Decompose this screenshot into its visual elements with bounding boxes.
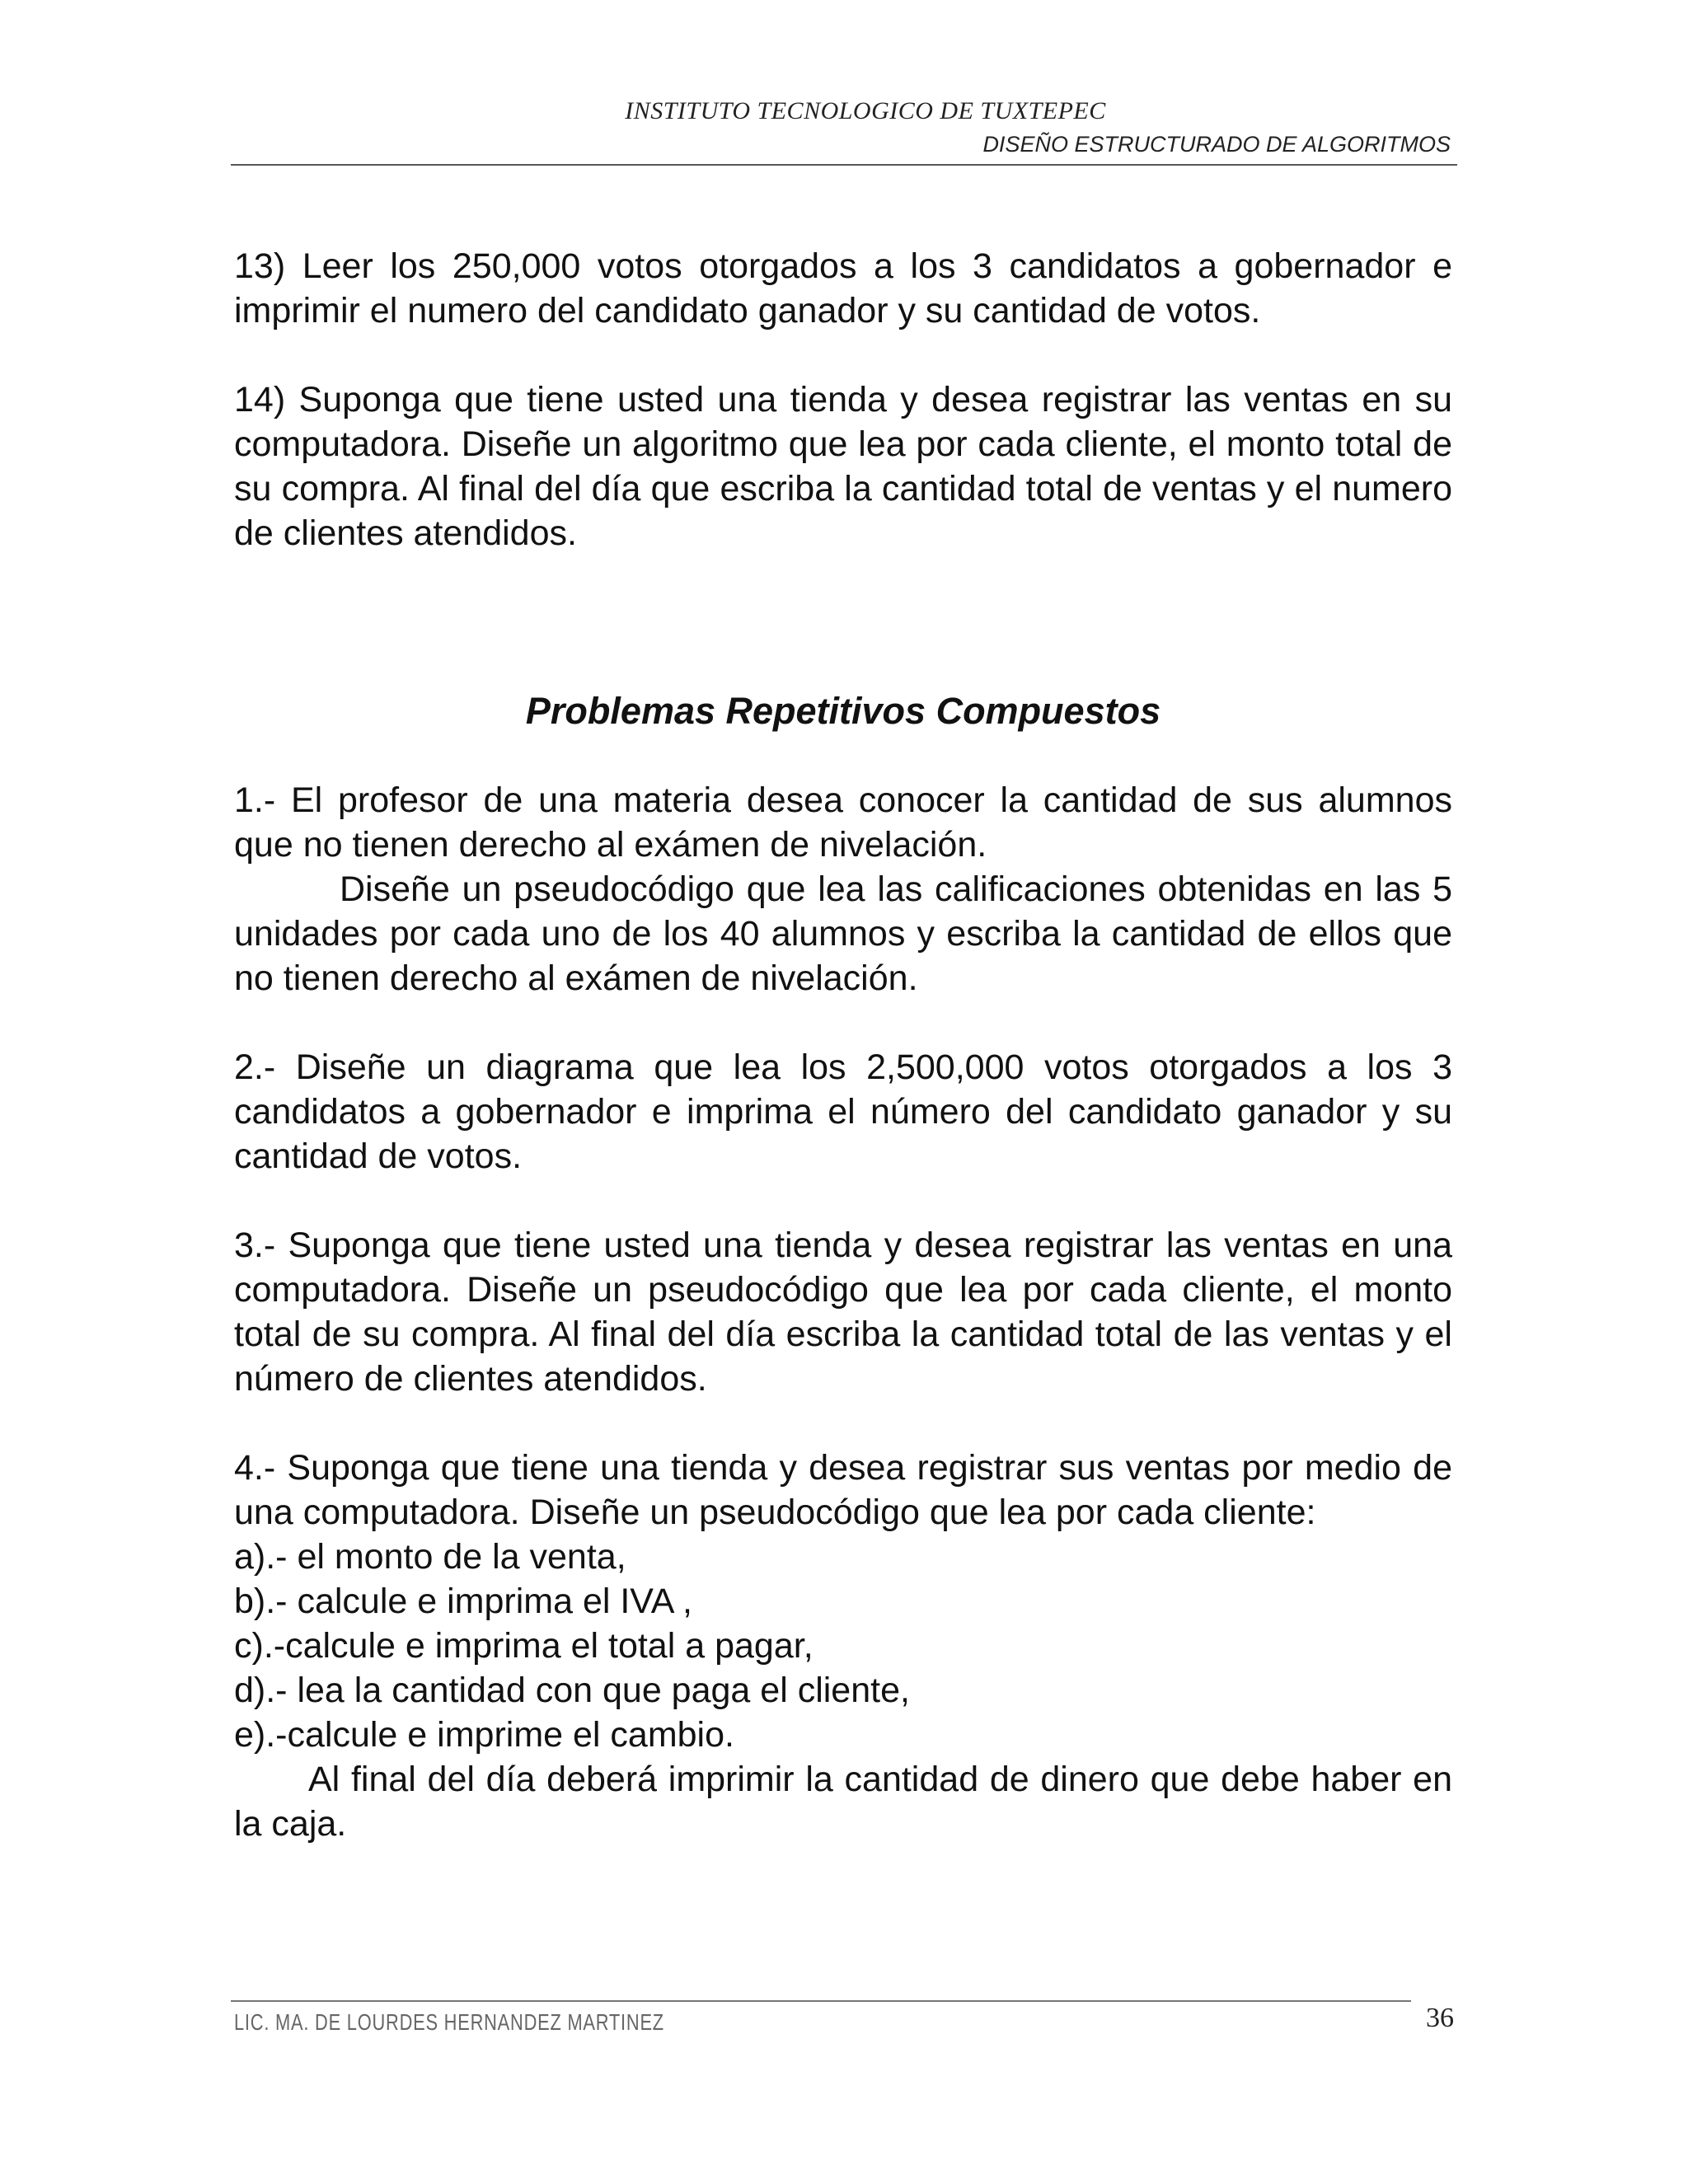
compound-problem-1 bbox=[234, 778, 1452, 1001]
list-item: b).- calcule e imprima el IVA , bbox=[234, 1582, 692, 1621]
header-institute: INSTITUTO TECNOLOGICO DE TUXTEPEC bbox=[625, 97, 1106, 124]
compound-problem-4-intro: 4.- Suponga que tiene una tienda y desea registrar sus ventas por medio de una computadora. Diseñe un pseudocódigo que lea por cada cliente: bbox=[234, 1448, 1452, 1532]
problem-13-text: 13) Leer los 250,000 votos otorgados a los 3 candidatos a gobernador e imprimir el numero del candidato ganador y su cantidad de votos. bbox=[234, 246, 1452, 330]
compound-problem-3 bbox=[234, 1223, 1452, 1401]
page-content bbox=[234, 244, 1452, 1891]
section-title: Problemas Repetitivos Compuestos bbox=[525, 690, 1161, 732]
list-item: d).- lea la cantidad con que paga el cliente, bbox=[234, 1671, 910, 1710]
header-course-title: DISEÑO ESTRUCTURADO DE ALGORITMOS bbox=[982, 132, 1451, 157]
footer-author: LIC. MA. DE LOURDES HERNANDEZ MARTINEZ bbox=[234, 2009, 664, 2035]
compound-problem-1-detail: Diseñe un pseudocódigo que lea las calificaciones obtenidas en las 5 unidades por cada uno de los 40 alumnos y escriba la cantidad de ellos que no tienen derecho al exámen de nivelación. bbox=[234, 869, 1452, 998]
problem-14-text: 14) Suponga que tiene usted una tienda y desea registrar las ventas en su computadora. Diseñe un algoritmo que lea por cada cliente, el monto total de su compra. Al final del día que escriba la cantidad total de ventas y el numero de clientes atendidos. bbox=[234, 380, 1452, 553]
list-item: a).- el monto de la venta, bbox=[234, 1537, 626, 1577]
footer-divider bbox=[231, 2000, 1411, 2002]
compound-problem-1-intro: 1.- El profesor de una materia desea conocer la cantidad de sus alumnos que no tienen derecho al exámen de nivelación. bbox=[234, 780, 1452, 865]
problem-13 bbox=[234, 244, 1452, 333]
compound-problem-3-text: 3.- Suponga que tiene usted una tienda y desea registrar las ventas en una computadora. Diseñe un pseudocódigo que lea por cada cliente, el monto total de su compra. Al final del día escriba la cantidad total de las ventas y el número de clientes atendidos. bbox=[234, 1226, 1452, 1399]
compound-problem-4 bbox=[234, 1446, 1452, 1846]
list-item: e).-calcule e imprime el cambio. bbox=[234, 1715, 734, 1755]
list-item: c).-calcule e imprima el total a pagar, bbox=[234, 1626, 814, 1666]
page-number: 36 bbox=[1426, 2003, 1454, 2033]
compound-problem-2-text: 2.- Diseñe un diagrama que lea los 2,500,000 votos otorgados a los 3 candidatos a gobernador e imprima el número del candidato ganador y su cantidad de votos. bbox=[234, 1047, 1452, 1176]
compound-problem-4-closing: Al final del día deberá imprimir la cantidad de dinero que debe haber en la caja. bbox=[234, 1760, 1452, 1844]
compound-problem-2 bbox=[234, 1045, 1452, 1179]
header-divider bbox=[231, 164, 1457, 166]
problem-14 bbox=[234, 377, 1452, 555]
